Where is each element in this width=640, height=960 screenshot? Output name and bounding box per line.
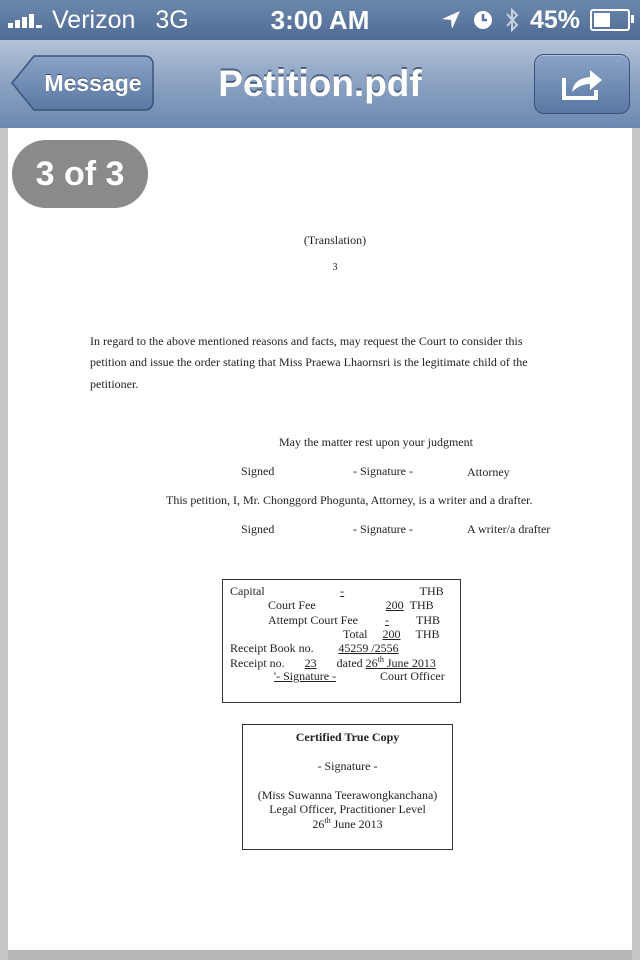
dated-rest: June 2013: [386, 656, 436, 670]
capital-value: -: [340, 584, 345, 598]
share-button[interactable]: [534, 54, 630, 114]
status-time: 3:00 AM: [270, 5, 370, 35]
certified-signature: - Signature -: [317, 759, 378, 773]
dated-value: [366, 656, 436, 670]
dated-day: 26: [365, 656, 378, 670]
receipt-book-value: 45259 /2556: [338, 641, 399, 655]
doc-header: (Translation): [303, 233, 367, 247]
officer-label: Court Officer: [380, 669, 445, 683]
officer-signature-row: [230, 669, 445, 684]
certified-title: Certified True Copy: [295, 730, 400, 744]
page-indicator: 3 of 3: [12, 140, 148, 208]
receipt-book-row: [230, 641, 399, 656]
carrier-name: Verizon: [52, 5, 136, 34]
court-fee-value: 200: [385, 598, 404, 612]
certifier-name: (Miss Suwanna Teerawongkanchana): [257, 788, 438, 802]
certified-date-day: 26: [312, 817, 325, 831]
total-label: Total: [343, 627, 368, 641]
judgment-line: May the matter rest upon your judgment: [279, 435, 473, 449]
total-row: [343, 627, 440, 642]
page-border-right: [632, 128, 640, 960]
receipt-book-label: Receipt Book no.: [230, 641, 314, 655]
status-bar: [0, 0, 640, 40]
certifier-position: Legal Officer, Practitioner Level: [269, 802, 426, 816]
network-type: 3G: [155, 5, 189, 34]
role-writer: A writer/a drafter: [467, 522, 551, 536]
signature-2: - Signature -: [353, 522, 413, 536]
attempt-fee-row: [268, 613, 440, 628]
writer-statement: This petition, I, Mr. Chonggord Phogunta, Attorney, is a writer and a drafter.: [166, 493, 533, 507]
total-value: 200: [382, 627, 401, 641]
certified-copy-box: [242, 724, 453, 850]
page-border-left: [0, 128, 8, 960]
battery-icon: [590, 9, 630, 31]
back-button-label: Message: [44, 70, 142, 96]
total-currency: THB: [415, 627, 440, 641]
dated-suffix: th: [377, 655, 384, 664]
attempt-fee-currency: THB: [416, 613, 440, 627]
share-icon: [558, 64, 606, 104]
receipt-no-value: 23: [304, 656, 317, 670]
certified-date: [243, 816, 452, 832]
officer-signature: '- Signature -: [273, 669, 337, 683]
back-button[interactable]: [10, 54, 154, 112]
page-border-bottom: [8, 950, 632, 960]
navigation-bar: [0, 40, 640, 129]
bluetooth-icon: [504, 7, 520, 33]
dated-label: dated: [336, 656, 363, 670]
court-fee-currency: THB: [409, 598, 434, 612]
certified-date-suffix: th: [324, 816, 331, 825]
receipt-no-label: Receipt no.: [230, 656, 285, 670]
capital-currency: THB: [419, 584, 444, 598]
court-fee-label: Court Fee: [268, 598, 316, 612]
page-title: Petition.pdf: [218, 63, 422, 104]
court-fee-row: [268, 598, 434, 613]
battery-percent: 45%: [529, 5, 580, 34]
clock-icon: [472, 9, 494, 31]
attempt-fee-value: -: [385, 613, 389, 627]
signed-label-1: Signed: [241, 464, 275, 478]
certified-date-rest: June 2013: [333, 817, 383, 831]
capital-row: [230, 584, 444, 599]
signed-label-2: Signed: [241, 522, 275, 536]
attempt-fee-label: Attempt Court Fee: [268, 613, 358, 627]
doc-page-number: 3: [332, 262, 338, 273]
capital-label: Capital: [230, 584, 265, 598]
status-right: [440, 4, 630, 36]
court-fee-box: [222, 579, 461, 703]
paragraph-line-1: In regard to the above mentioned reasons and facts, may request the Court to consider this: [90, 334, 523, 348]
location-arrow-icon: [440, 9, 462, 31]
paragraph-line-2: petition and issue the order stating that Miss Praewa Lhaornsri is the legitimate child of the: [90, 355, 528, 369]
role-attorney: Attorney: [467, 465, 510, 479]
paragraph-line-3: petitioner.: [90, 377, 139, 391]
signature-1: - Signature -: [353, 464, 413, 478]
